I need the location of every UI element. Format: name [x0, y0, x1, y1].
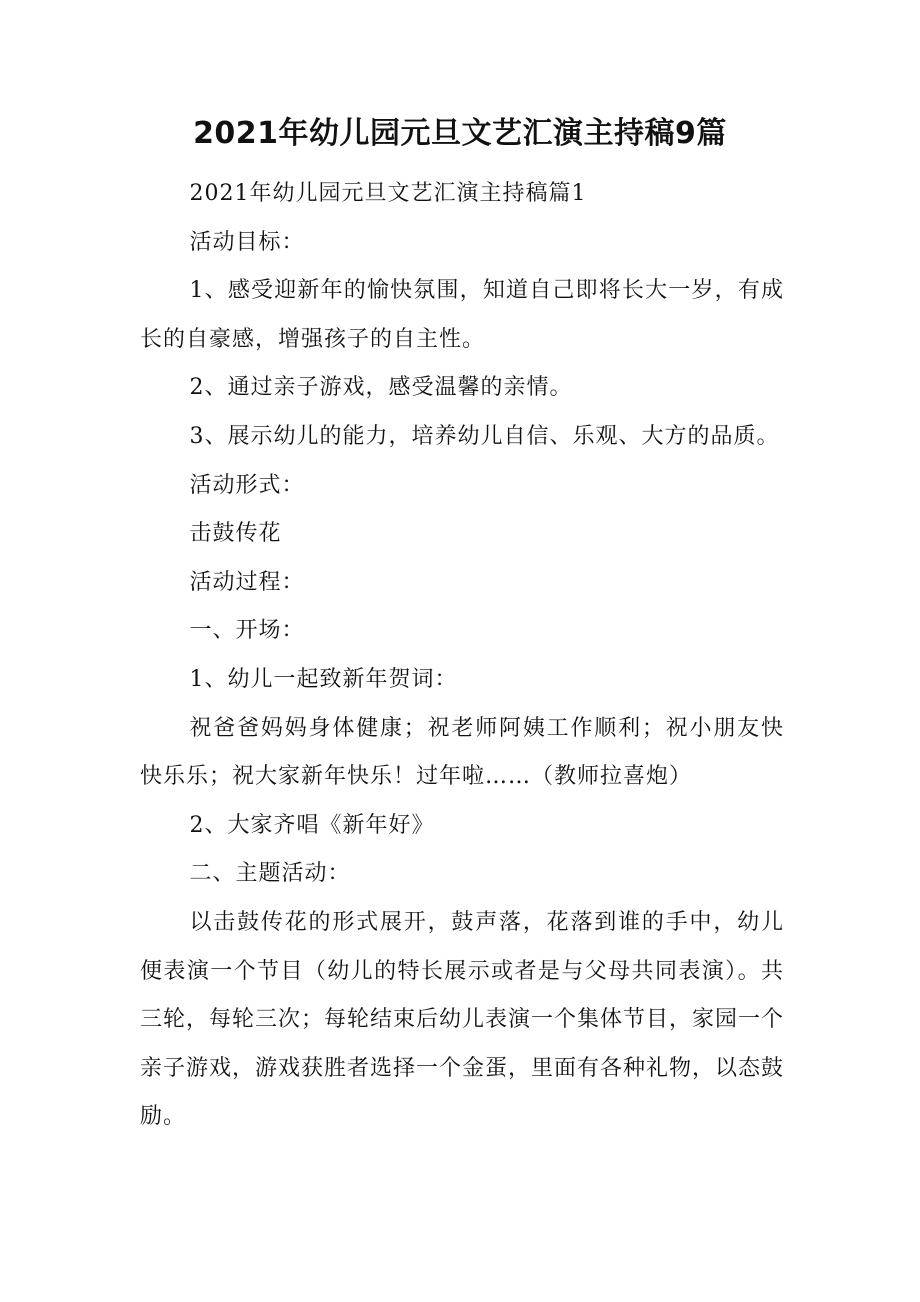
paragraph: 2、通过亲子游戏，感受温馨的亲情。 — [189, 375, 573, 401]
paragraph: 2、大家齐唱《新年好》 — [189, 812, 435, 838]
paragraph: 1、感受迎新年的愉快氛围，知道自己即将长大一岁，有成长的自豪感，增强孩子的自主性。 — [140, 278, 784, 352]
document-body — [140, 170, 784, 1142]
paragraph: 二、主题活动： — [189, 861, 351, 887]
paragraph: 活动目标： — [189, 229, 305, 255]
paragraph: 活动形式： — [189, 472, 305, 498]
paragraph: 祝爸爸妈妈身体健康；祝老师阿姨工作顺利；祝小朋友快快乐乐；祝大家新年快乐！过年啦……（教师拉喜炮） — [140, 715, 784, 790]
paragraph: 活动过程： — [189, 569, 305, 595]
paragraph: 3、展示幼儿的能力，培养幼儿自信、乐观、大方的品质。 — [189, 423, 780, 449]
document-title: 2021年幼儿园元旦文艺汇演主持稿9篇 — [193, 116, 727, 151]
paragraph: 1、幼儿一起致新年贺词： — [189, 666, 458, 692]
paragraph: 击鼓传花 — [189, 521, 282, 547]
paragraph: 以击鼓传花的形式展开，鼓声落，花落到谁的手中，幼儿便表演一个节目（幼儿的特长展示或者是与父母共同表演）。共三轮，每轮三次；每轮结束后幼儿表演一个集体节目，家园一个亲子游戏，游戏获胜者选择一个金蛋，里面有各种礼物，以态鼓励。 — [140, 909, 785, 1130]
paragraph: 一、开场： — [189, 618, 305, 644]
paragraph: 2021年幼儿园元旦文艺汇演主持稿篇1 — [189, 181, 587, 206]
